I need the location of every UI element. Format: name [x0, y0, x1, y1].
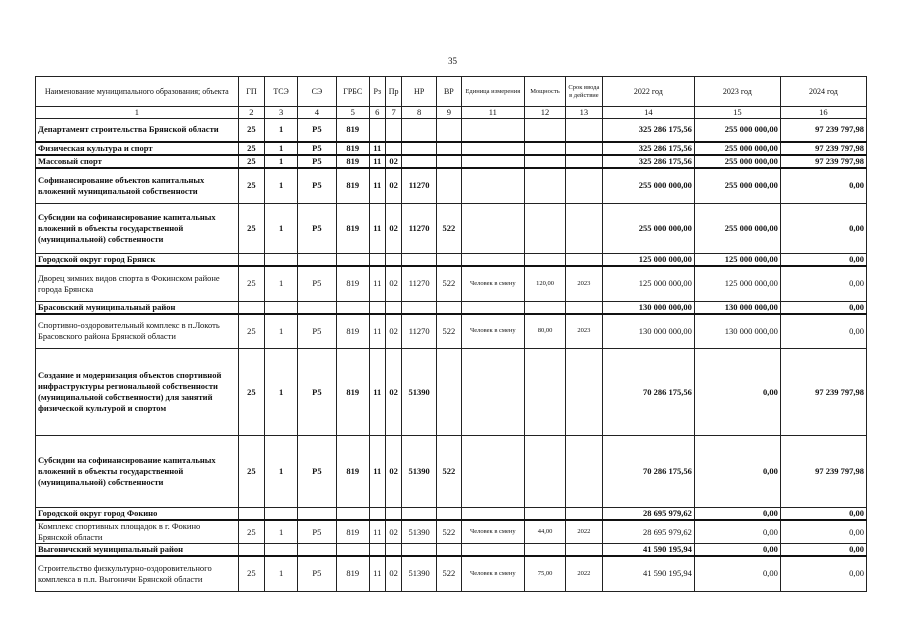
term-cell: 2023 [565, 314, 602, 349]
nr-cell [402, 254, 437, 267]
col-number: 2 [238, 107, 265, 119]
unit-cell [461, 119, 524, 142]
unit-cell: Человек в смену [461, 556, 524, 591]
power-cell: 44,00 [525, 520, 566, 544]
unit-cell [461, 508, 524, 521]
nr-cell: 11270 [402, 168, 437, 204]
grbs-cell: 819 [336, 266, 369, 301]
vr-cell [437, 119, 462, 142]
grbs-cell: 819 [336, 520, 369, 544]
amount-2022: 255 000 000,00 [602, 204, 694, 254]
amount-2024: 97 239 797,98 [780, 155, 866, 168]
term-cell [565, 349, 602, 436]
amount-2023: 125 000 000,00 [694, 266, 780, 301]
amount-2022: 70 286 175,56 [602, 436, 694, 508]
unit-cell [461, 544, 524, 557]
amount-2022: 28 695 979,62 [602, 520, 694, 544]
gp-cell [238, 254, 265, 267]
gp-cell: 25 [238, 520, 265, 544]
header-2023: 2023 год [694, 77, 780, 107]
rz-cell [369, 508, 385, 521]
amount-2022: 325 286 175,56 [602, 142, 694, 155]
vr-cell: 522 [437, 556, 462, 591]
amount-2024: 97 239 797,98 [780, 349, 866, 436]
page-number: 35 [448, 56, 457, 66]
grbs-cell: 819 [336, 349, 369, 436]
header-2022: 2022 год [602, 77, 694, 107]
unit-cell [461, 254, 524, 267]
amount-2024: 0,00 [780, 508, 866, 521]
term-cell [565, 119, 602, 142]
pr-cell: 02 [385, 520, 401, 544]
name-cell: Массовый спорт [36, 155, 239, 168]
col-number: 5 [336, 107, 369, 119]
power-cell [525, 508, 566, 521]
se-cell: P5 [297, 520, 336, 544]
amount-2022: 255 000 000,00 [602, 168, 694, 204]
vr-cell [437, 155, 462, 168]
col-number: 8 [402, 107, 437, 119]
amount-2023: 0,00 [694, 508, 780, 521]
name-cell: Департамент строительства Брянской области [36, 119, 239, 142]
unit-cell: Человек в смену [461, 314, 524, 349]
vr-cell [437, 168, 462, 204]
grbs-cell: 819 [336, 168, 369, 204]
term-cell [565, 436, 602, 508]
vr-cell: 522 [437, 436, 462, 508]
amount-2023: 0,00 [694, 556, 780, 591]
tse-cell: 1 [265, 520, 298, 544]
gp-cell [238, 508, 265, 521]
amount-2022: 130 000 000,00 [602, 314, 694, 349]
tse-cell: 1 [265, 349, 298, 436]
vr-cell: 522 [437, 520, 462, 544]
amount-2022: 130 000 000,00 [602, 301, 694, 314]
amount-2023: 125 000 000,00 [694, 254, 780, 267]
pr-cell: 02 [385, 168, 401, 204]
unit-cell [461, 142, 524, 155]
pr-cell: 02 [385, 314, 401, 349]
rz-cell: 11 [369, 520, 385, 544]
table-row [36, 520, 867, 544]
gp-cell: 25 [238, 556, 265, 591]
header-grbs: ГРБС [336, 77, 369, 107]
term-cell: 2023 [565, 266, 602, 301]
nr-cell: 11270 [402, 204, 437, 254]
col-number: 4 [297, 107, 336, 119]
table-row [36, 266, 867, 301]
amount-2023: 130 000 000,00 [694, 301, 780, 314]
amount-2024: 97 239 797,98 [780, 436, 866, 508]
grbs-cell: 819 [336, 155, 369, 168]
amount-2024: 0,00 [780, 254, 866, 267]
table-row [36, 142, 867, 155]
unit-cell [461, 204, 524, 254]
power-cell [525, 204, 566, 254]
amount-2024: 0,00 [780, 301, 866, 314]
rz-cell: 11 [369, 314, 385, 349]
name-cell: Брасовский муниципальный район [36, 301, 239, 314]
table-row [36, 168, 867, 204]
unit-cell [461, 301, 524, 314]
rz-cell [369, 301, 385, 314]
vr-cell [437, 349, 462, 436]
se-cell: P5 [297, 349, 336, 436]
pr-cell: 02 [385, 204, 401, 254]
budget-table [35, 76, 867, 592]
power-cell [525, 544, 566, 557]
power-cell [525, 119, 566, 142]
power-cell [525, 142, 566, 155]
se-cell: P5 [297, 556, 336, 591]
table-row [36, 119, 867, 142]
unit-cell [461, 349, 524, 436]
tse-cell: 1 [265, 142, 298, 155]
se-cell [297, 544, 336, 557]
rz-cell [369, 254, 385, 267]
power-cell [525, 168, 566, 204]
rz-cell: 11 [369, 168, 385, 204]
amount-2022: 125 000 000,00 [602, 254, 694, 267]
amount-2024: 0,00 [780, 204, 866, 254]
amount-2022: 70 286 175,56 [602, 349, 694, 436]
name-cell: Дворец зимних видов спорта в Фокинском районе города Брянска [36, 266, 239, 301]
name-cell: Комплекс спортивных площадок в г. Фокино Брянской области [36, 520, 239, 544]
amount-2024: 0,00 [780, 544, 866, 557]
se-cell [297, 254, 336, 267]
vr-cell: 522 [437, 314, 462, 349]
pr-cell: 02 [385, 155, 401, 168]
name-cell: Субсидии на софинансирование капитальных вложений в объекты государственной (муниципальной) собственности [36, 436, 239, 508]
vr-cell [437, 142, 462, 155]
pr-cell: 02 [385, 436, 401, 508]
pr-cell [385, 301, 401, 314]
nr-cell: 11270 [402, 314, 437, 349]
nr-cell [402, 142, 437, 155]
pr-cell: 02 [385, 556, 401, 591]
pr-cell: 02 [385, 349, 401, 436]
amount-2024: 0,00 [780, 520, 866, 544]
tse-cell [265, 508, 298, 521]
col-number: 16 [780, 107, 866, 119]
gp-cell: 25 [238, 204, 265, 254]
amount-2023: 255 000 000,00 [694, 155, 780, 168]
table-row [36, 204, 867, 254]
se-cell [297, 301, 336, 314]
term-cell [565, 254, 602, 267]
tse-cell: 1 [265, 155, 298, 168]
name-cell: Строительство физкультурно-оздоровительного комплекса в п.п. Выгоничи Брянской области [36, 556, 239, 591]
amount-2022: 125 000 000,00 [602, 266, 694, 301]
col-number: 14 [602, 107, 694, 119]
name-cell: Выгоничский муниципальный район [36, 544, 239, 557]
table-row [36, 155, 867, 168]
gp-cell: 25 [238, 266, 265, 301]
col-number: 3 [265, 107, 298, 119]
header-name: Наименование муниципального образования; объекта [36, 77, 239, 107]
se-cell: P5 [297, 142, 336, 155]
amount-2023: 255 000 000,00 [694, 168, 780, 204]
name-cell: Городской округ город Фокино [36, 508, 239, 521]
gp-cell [238, 301, 265, 314]
table-row [36, 349, 867, 436]
grbs-cell [336, 254, 369, 267]
amount-2024: 97 239 797,98 [780, 142, 866, 155]
header-rz: Рз [369, 77, 385, 107]
tse-cell: 1 [265, 556, 298, 591]
name-cell: Спортивно-оздоровительный комплекс в п.Локоть Брасовского района Брянской области [36, 314, 239, 349]
term-cell [565, 301, 602, 314]
gp-cell [238, 544, 265, 557]
pr-cell [385, 508, 401, 521]
rz-cell: 11 [369, 556, 385, 591]
amount-2023: 0,00 [694, 349, 780, 436]
term-cell: 2022 [565, 556, 602, 591]
rz-cell: 11 [369, 142, 385, 155]
rz-cell [369, 544, 385, 557]
se-cell: P5 [297, 168, 336, 204]
rz-cell: 11 [369, 436, 385, 508]
tse-cell: 1 [265, 204, 298, 254]
term-cell [565, 204, 602, 254]
nr-cell: 51390 [402, 556, 437, 591]
nr-cell [402, 155, 437, 168]
gp-cell: 25 [238, 436, 265, 508]
vr-cell [437, 301, 462, 314]
term-cell: 2022 [565, 520, 602, 544]
col-number: 7 [385, 107, 401, 119]
col-number: 15 [694, 107, 780, 119]
pr-cell [385, 544, 401, 557]
amount-2022: 28 695 979,62 [602, 508, 694, 521]
header-power: Мощность [525, 77, 566, 107]
table-row [36, 301, 867, 314]
power-cell [525, 254, 566, 267]
grbs-cell [336, 508, 369, 521]
se-cell: P5 [297, 119, 336, 142]
se-cell: P5 [297, 436, 336, 508]
vr-cell [437, 508, 462, 521]
amount-2022: 41 590 195,94 [602, 544, 694, 557]
power-cell: 120,00 [525, 266, 566, 301]
name-cell: Софинансирование объектов капитальных вложений муниципальной собственности [36, 168, 239, 204]
se-cell: P5 [297, 266, 336, 301]
grbs-cell: 819 [336, 556, 369, 591]
header-se: СЭ [297, 77, 336, 107]
tse-cell: 1 [265, 436, 298, 508]
nr-cell: 51390 [402, 520, 437, 544]
col-number: 11 [461, 107, 524, 119]
nr-cell [402, 544, 437, 557]
term-cell [565, 168, 602, 204]
se-cell: P5 [297, 204, 336, 254]
tse-cell [265, 254, 298, 267]
vr-cell [437, 544, 462, 557]
table-row [36, 254, 867, 267]
name-cell: Субсидии на софинансирование капитальных вложений в объекты государственной (муниципальной) собственности [36, 204, 239, 254]
table-row [36, 508, 867, 521]
power-cell [525, 436, 566, 508]
term-cell [565, 155, 602, 168]
column-number-row [36, 107, 867, 119]
amount-2024: 0,00 [780, 314, 866, 349]
header-2024: 2024 год [780, 77, 866, 107]
table-row [36, 556, 867, 591]
nr-cell: 51390 [402, 349, 437, 436]
power-cell [525, 349, 566, 436]
vr-cell [437, 254, 462, 267]
term-cell [565, 544, 602, 557]
header-term: Срок ввода в действие [565, 77, 602, 107]
power-cell [525, 155, 566, 168]
nr-cell [402, 119, 437, 142]
name-cell: Физическая культура и спорт [36, 142, 239, 155]
grbs-cell: 819 [336, 436, 369, 508]
tse-cell: 1 [265, 168, 298, 204]
se-cell: P5 [297, 314, 336, 349]
rz-cell: 11 [369, 155, 385, 168]
tse-cell [265, 301, 298, 314]
unit-cell: Человек в смену [461, 266, 524, 301]
grbs-cell: 819 [336, 142, 369, 155]
table-row [36, 544, 867, 557]
amount-2023: 0,00 [694, 520, 780, 544]
table-row [36, 436, 867, 508]
header-vr: ВР [437, 77, 462, 107]
nr-cell: 11270 [402, 266, 437, 301]
nr-cell [402, 508, 437, 521]
tse-cell [265, 544, 298, 557]
power-cell [525, 301, 566, 314]
col-number: 12 [525, 107, 566, 119]
rz-cell: 11 [369, 266, 385, 301]
grbs-cell [336, 544, 369, 557]
header-tse: ТСЭ [265, 77, 298, 107]
header-unit: Единица измерения [461, 77, 524, 107]
col-number: 9 [437, 107, 462, 119]
unit-cell [461, 168, 524, 204]
amount-2023: 255 000 000,00 [694, 119, 780, 142]
power-cell: 80,00 [525, 314, 566, 349]
amount-2022: 325 286 175,56 [602, 119, 694, 142]
gp-cell: 25 [238, 142, 265, 155]
header-gp: ГП [238, 77, 265, 107]
nr-cell: 51390 [402, 436, 437, 508]
amount-2024: 0,00 [780, 168, 866, 204]
term-cell [565, 508, 602, 521]
unit-cell: Человек в смену [461, 520, 524, 544]
tse-cell: 1 [265, 119, 298, 142]
term-cell [565, 142, 602, 155]
amount-2023: 0,00 [694, 544, 780, 557]
grbs-cell [336, 301, 369, 314]
col-number: 6 [369, 107, 385, 119]
unit-cell [461, 436, 524, 508]
col-number: 1 [36, 107, 239, 119]
unit-cell [461, 155, 524, 168]
gp-cell: 25 [238, 168, 265, 204]
grbs-cell: 819 [336, 314, 369, 349]
se-cell [297, 508, 336, 521]
col-number: 13 [565, 107, 602, 119]
nr-cell [402, 301, 437, 314]
gp-cell: 25 [238, 314, 265, 349]
tse-cell: 1 [265, 314, 298, 349]
gp-cell: 25 [238, 349, 265, 436]
grbs-cell: 819 [336, 204, 369, 254]
rz-cell: 11 [369, 349, 385, 436]
pr-cell [385, 254, 401, 267]
gp-cell: 25 [238, 155, 265, 168]
name-cell: Городской округ город Брянск [36, 254, 239, 267]
name-cell: Создание и модернизация объектов спортивной инфраструктуры региональной собственности (муниципальной собственности) для занятий физической культурой и спортом [36, 349, 239, 436]
amount-2023: 255 000 000,00 [694, 142, 780, 155]
rz-cell: 11 [369, 204, 385, 254]
rz-cell [369, 119, 385, 142]
vr-cell: 522 [437, 204, 462, 254]
power-cell: 75,00 [525, 556, 566, 591]
tse-cell: 1 [265, 266, 298, 301]
vr-cell: 522 [437, 266, 462, 301]
header-row [36, 77, 867, 107]
se-cell: P5 [297, 155, 336, 168]
amount-2022: 325 286 175,56 [602, 155, 694, 168]
pr-cell [385, 119, 401, 142]
amount-2023: 0,00 [694, 436, 780, 508]
amount-2024: 97 239 797,98 [780, 119, 866, 142]
pr-cell [385, 142, 401, 155]
pr-cell: 02 [385, 266, 401, 301]
amount-2022: 41 590 195,94 [602, 556, 694, 591]
header-pr: Пр [385, 77, 401, 107]
amount-2024: 0,00 [780, 556, 866, 591]
amount-2023: 255 000 000,00 [694, 204, 780, 254]
gp-cell: 25 [238, 119, 265, 142]
amount-2024: 0,00 [780, 266, 866, 301]
grbs-cell: 819 [336, 119, 369, 142]
header-nr: НР [402, 77, 437, 107]
table-row [36, 314, 867, 349]
amount-2023: 130 000 000,00 [694, 314, 780, 349]
